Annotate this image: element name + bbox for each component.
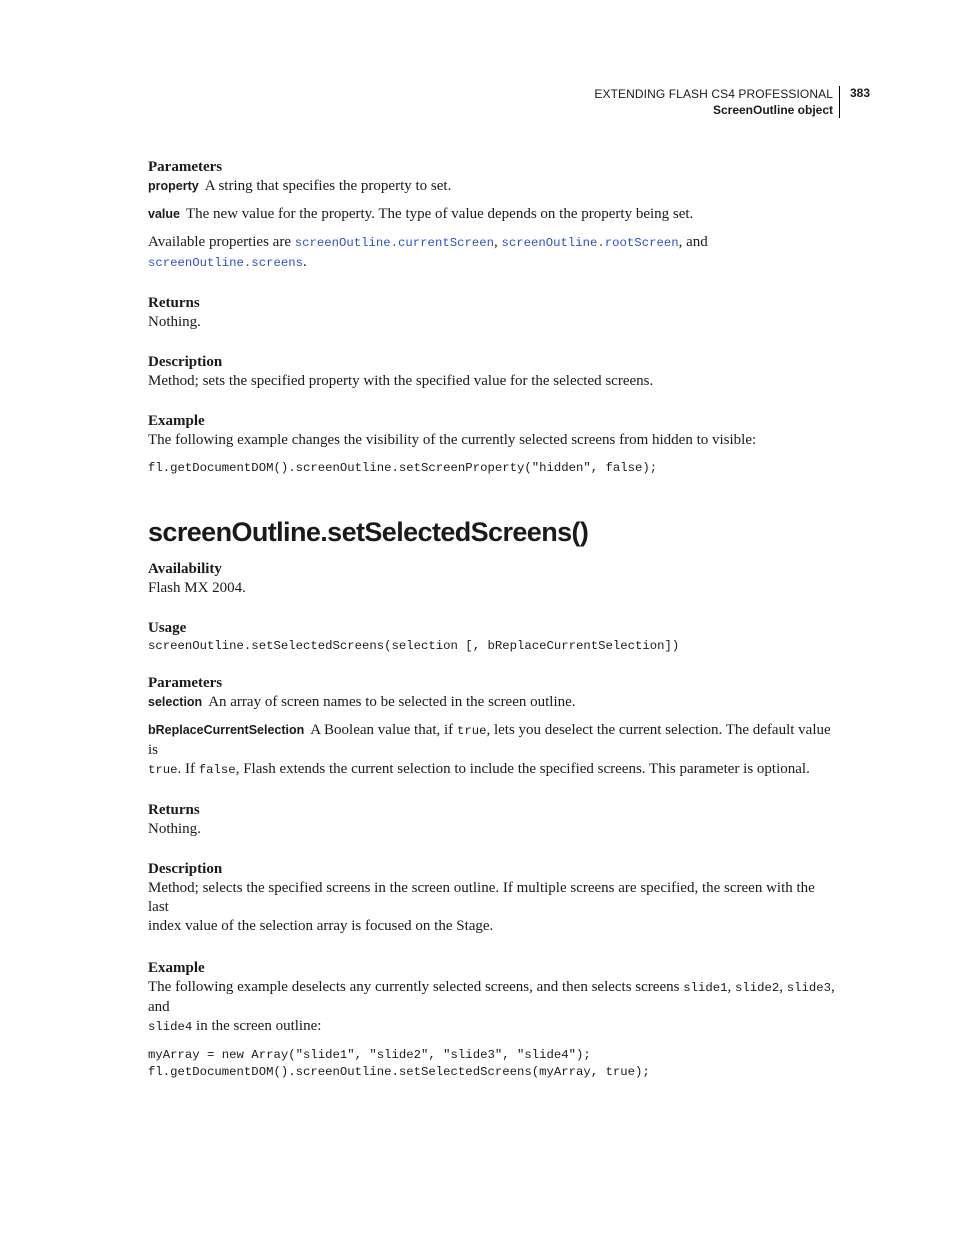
example-code: fl.getDocumentDOM().screenOutline.setScreenProperty("hidden", false); bbox=[148, 461, 658, 475]
example-code-line-2: fl.getDocumentDOM().screenOutline.setSelectedScreens(myArray, true); bbox=[148, 1065, 650, 1079]
example-text: The following example deselects any currently selected screens, and then selects screens slide1, slide2, slide3, and slide4 in the screen outline: bbox=[148, 979, 835, 1034]
example-heading: Example bbox=[148, 413, 205, 429]
param-desc: A string that specifies the property to set. bbox=[204, 178, 452, 194]
description-line-1: Method; selects the specified screens in the screen outline. If multiple screens are specified, the screen with the last bbox=[148, 880, 815, 915]
book-title: EXTENDING FLASH CS4 PROFESSIONAL bbox=[594, 87, 833, 101]
link-current-screen[interactable]: screenOutline.currentScreen bbox=[294, 236, 494, 250]
description-heading: Description bbox=[148, 861, 223, 877]
parameters-heading: Parameters bbox=[148, 675, 223, 691]
returns-text: Nothing. bbox=[148, 821, 201, 837]
example-text: The following example changes the visibility of the currently selected screens from hidden to visible: bbox=[148, 432, 757, 448]
returns-text: Nothing. bbox=[148, 314, 201, 330]
param-term: selection bbox=[148, 695, 203, 709]
running-header bbox=[594, 86, 840, 118]
param-selection bbox=[148, 693, 838, 712]
param-term: bReplaceCurrentSelection bbox=[148, 723, 305, 737]
param-desc: The new value for the property. The type of value depends on the property being set. bbox=[185, 206, 694, 222]
description-line-2: index value of the selection array is focused on the Stage. bbox=[148, 918, 494, 934]
param-value bbox=[148, 205, 838, 224]
usage-code: screenOutline.setSelectedScreens(selection [, bReplaceCurrentSelection]) bbox=[148, 639, 680, 653]
page-number: 383 bbox=[850, 86, 871, 100]
method-title: screenOutline.setSelectedScreens() bbox=[148, 517, 589, 547]
usage-heading: Usage bbox=[148, 620, 187, 636]
param-term: property bbox=[148, 179, 199, 193]
example-heading: Example bbox=[148, 960, 205, 976]
example-code-line-1: myArray = new Array("slide1", "slide2", "slide3", "slide4"); bbox=[148, 1048, 591, 1062]
description-heading: Description bbox=[148, 354, 223, 370]
availability-text: Flash MX 2004. bbox=[148, 580, 246, 596]
param-term: value bbox=[148, 207, 180, 221]
page-content bbox=[148, 158, 838, 1081]
availability-heading: Availability bbox=[148, 561, 222, 577]
link-screens[interactable]: screenOutline.screens bbox=[148, 256, 303, 270]
parameters-heading: Parameters bbox=[148, 159, 223, 175]
available-properties: Available properties are screenOutline.currentScreen, screenOutline.rootScreen, and screenOutline.screens. bbox=[148, 234, 708, 270]
returns-heading: Returns bbox=[148, 802, 200, 818]
returns-heading: Returns bbox=[148, 295, 200, 311]
param-desc: An array of screen names to be selected in the screen outline. bbox=[208, 694, 576, 710]
param-property bbox=[148, 177, 838, 196]
link-root-screen[interactable]: screenOutline.rootScreen bbox=[501, 236, 679, 250]
description-text: Method; sets the specified property with the specified value for the selected screens. bbox=[148, 373, 654, 389]
param-breplace: bReplaceCurrentSelection A Boolean value that, if true, lets you deselect the current selection. The default value is true. If false, Flash extends the current selection to include the specified screens. This parameter is optional. bbox=[148, 722, 831, 777]
section-title: ScreenOutline object bbox=[712, 103, 833, 117]
